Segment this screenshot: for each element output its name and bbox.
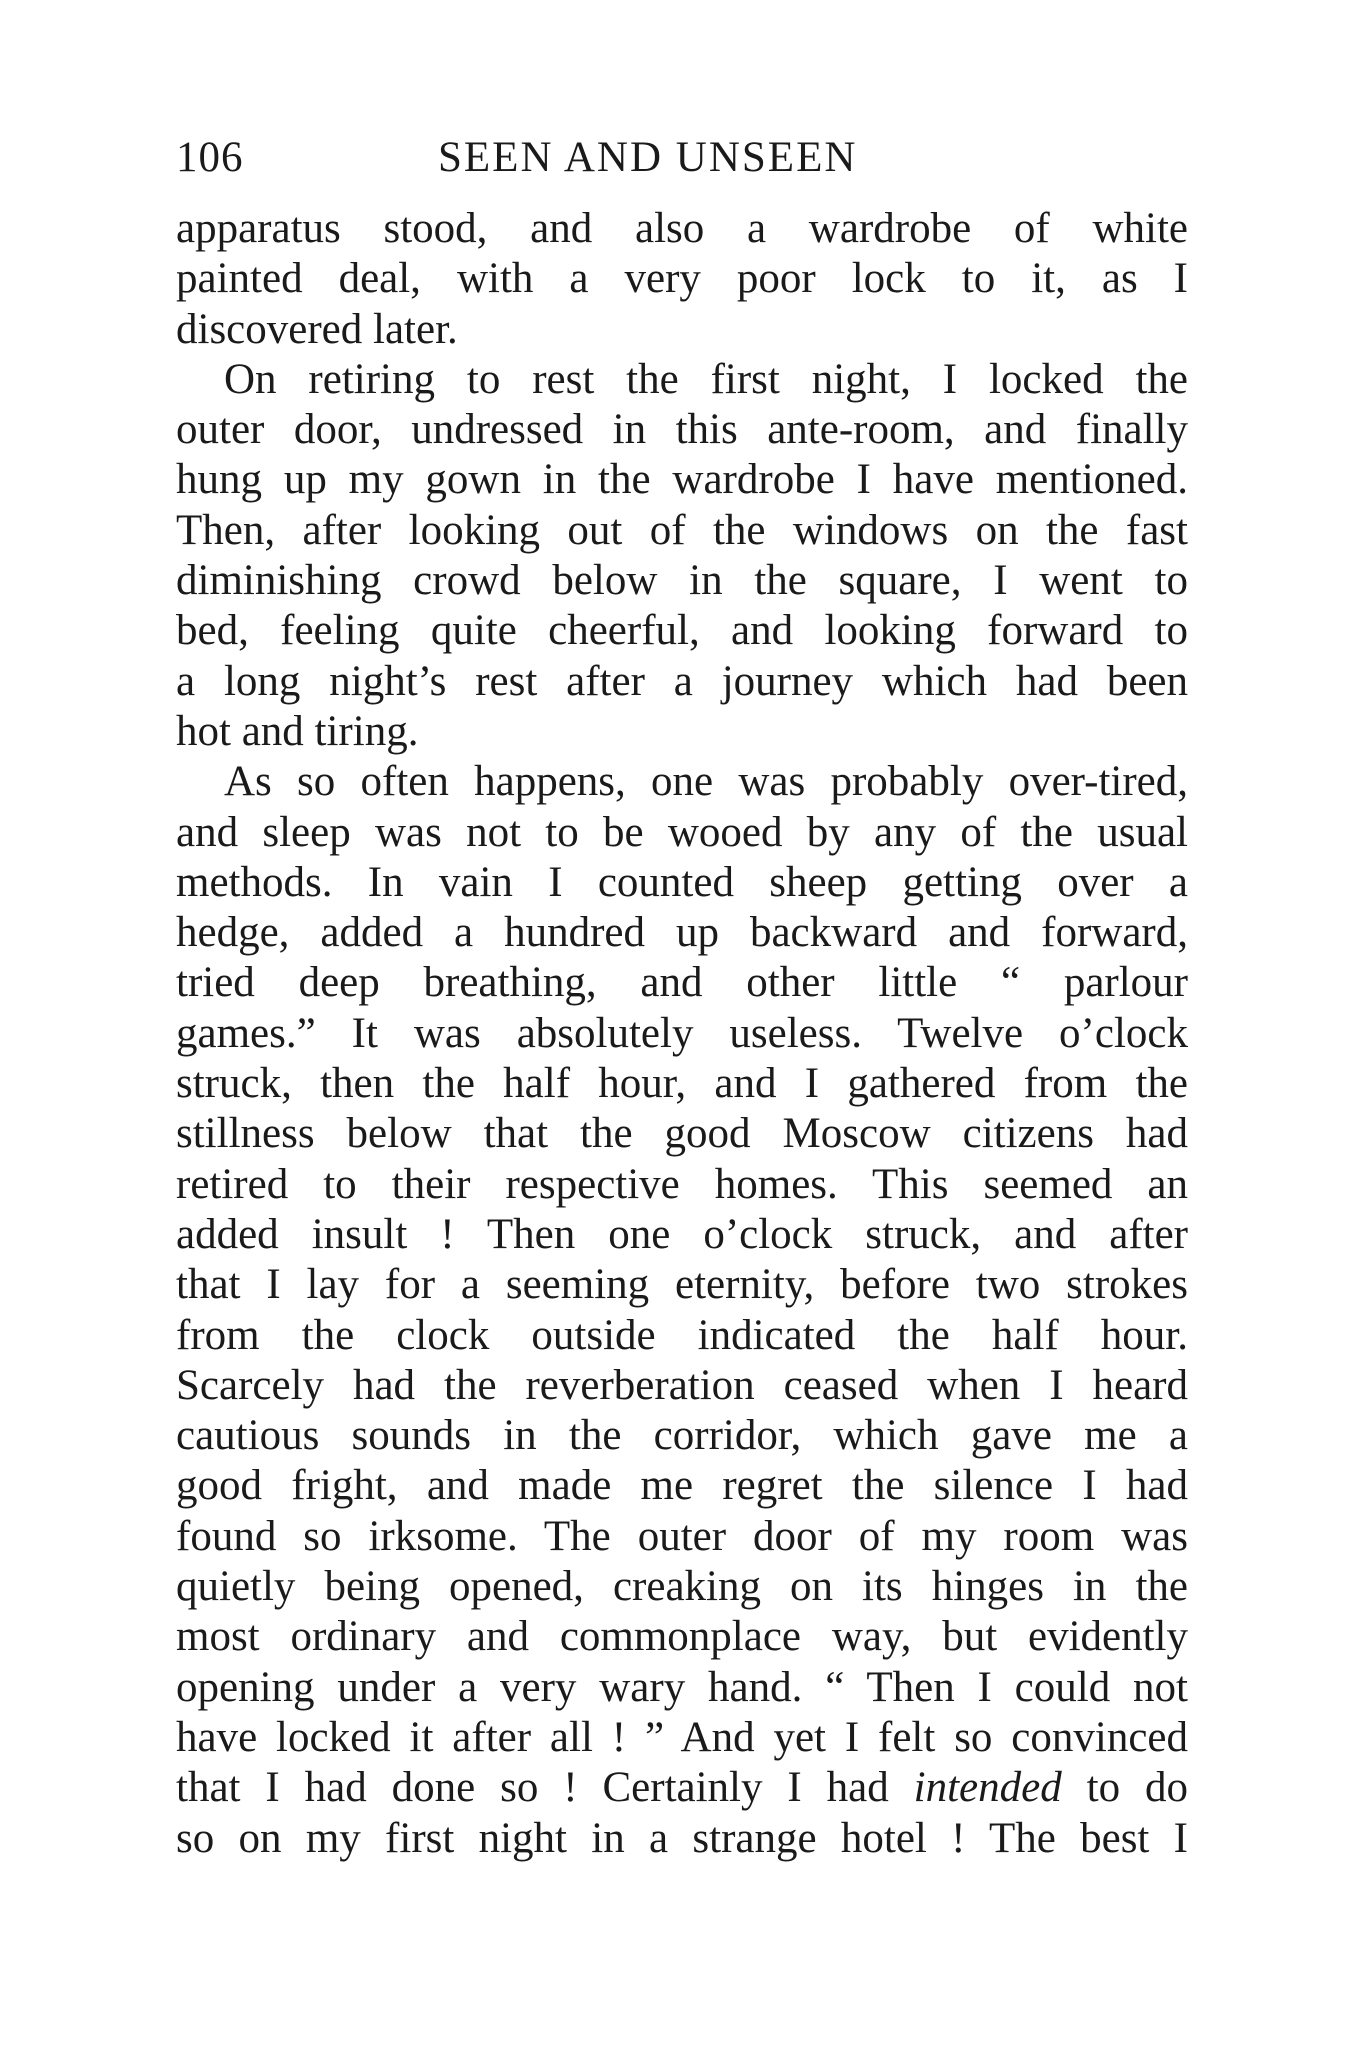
page-number: 106: [176, 134, 244, 181]
text-line: As so often happens, one was probably over-tired,: [224, 758, 1188, 806]
text-line: retired to their respective homes. This seemed an: [176, 1160, 1188, 1208]
text-line: hedge, added a hundred up backward and forward,: [176, 909, 1188, 957]
text-line: struck, then the half hour, and I gathered from the: [176, 1060, 1188, 1108]
running-title: SEEN AND UNSEEN: [438, 134, 858, 181]
text-line: On retiring to rest the first night, I locked the: [224, 355, 1188, 403]
text-line: apparatus stood, and also a wardrobe of white: [176, 205, 1188, 252]
text-line: and sleep was not to be wooed by any of the usual: [176, 808, 1188, 856]
page-header: [176, 128, 1188, 188]
text-line: cautious sounds in the corridor, which gave me a: [176, 1412, 1188, 1460]
text-line: hung up my gown in the wardrobe I have mentioned.: [176, 456, 1188, 504]
text-line: added insult ! Then one o’clock struck, and after: [176, 1210, 1188, 1258]
text-line: outer door, undressed in this ante-room, and finally: [176, 406, 1188, 454]
text-line: bed, feeling quite cheerful, and looking forward to: [176, 607, 1188, 655]
text-line: opening under a very wary hand. “ Then I could not: [176, 1663, 1188, 1711]
text-line: Scarcely had the reverberation ceased when I heard: [176, 1361, 1188, 1409]
text-line: discovered later.: [176, 305, 458, 353]
text-line: games.” It was absolutely useless. Twelve o’clock: [176, 1009, 1188, 1057]
text-line: methods. In vain I counted sheep getting over a: [176, 858, 1188, 906]
text-line: diminishing crowd below in the square, I went to: [176, 557, 1188, 605]
text-segment: that I had done so ! Certainly I had: [176, 1764, 914, 1812]
text-line: Then, after looking out of the windows on the fast: [176, 506, 1188, 554]
text-line: most ordinary and commonplace way, but evidently: [176, 1613, 1188, 1661]
text-line: that I lay for a seeming eternity, before two strokes: [176, 1261, 1188, 1309]
text-line: hot and tiring.: [176, 707, 419, 755]
text-line: quietly being opened, creaking on its hinges in the: [176, 1563, 1188, 1611]
body-text: [176, 204, 1188, 1864]
text-line: a long night’s rest after a journey which had been: [176, 657, 1188, 705]
text-line: so on my first night in a strange hotel ! The best I: [176, 1814, 1188, 1862]
text-line: good fright, and made me regret the silence I had: [176, 1462, 1188, 1510]
text-line: stillness below that the good Moscow citizens had: [176, 1110, 1188, 1158]
text-line-with-emphasis: [176, 1763, 1188, 1813]
text-line: have locked it after all ! ” And yet I felt so convinced: [176, 1713, 1188, 1761]
text-line: from the clock outside indicated the half hour.: [176, 1311, 1188, 1359]
text-line: painted deal, with a very poor lock to it, as I: [176, 255, 1188, 303]
text-line: found so irksome. The outer door of my room was: [176, 1512, 1188, 1560]
text-segment: to do: [1061, 1764, 1188, 1812]
italic-emphasis: intended: [913, 1764, 1062, 1812]
text-line: tried deep breathing, and other little “ parlour: [176, 959, 1188, 1007]
